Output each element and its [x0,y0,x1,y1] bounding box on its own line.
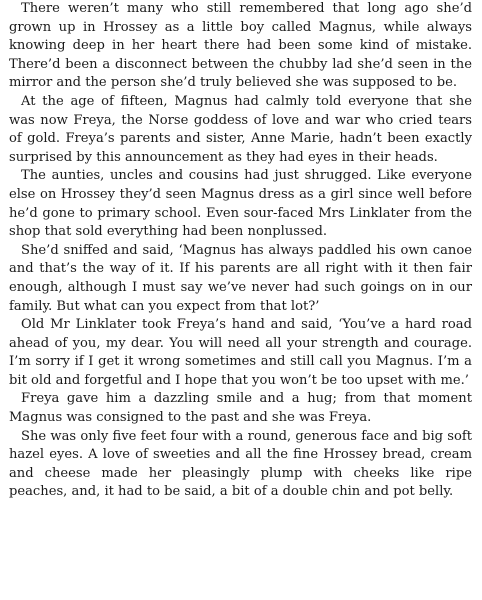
page-text [9,0,472,502]
paragraph: Old Mr Linklater took Freya’s hand and said, ‘You’ve a hard road ahead of you, my dear. You will need all your strength and courage. I’m sorry if I get it wrong sometimes and still call you Magnus. I’m a bit old and forgetful and I hope that you won’t be too upset with me.’ [9,317,472,388]
paragraph: There weren’t many who still remembered that long ago she’d grown up in Hrossey as a little boy called Magnus, while always knowing deep in her heart there had been some kind of mistake. There’d been a disconnect between the chubby lad she’d seen in the mirror and the person she’d truly believed she was supposed to be. [9,1,472,91]
paragraph: At the age of fifteen, Magnus had calmly told everyone that she was now Freya, the Norse goddess of love and war who cried tears of gold. Freya’s parents and sister, Anne Marie, hadn’t been exactly surprised by this announcement as they had eyes in their heads. [9,93,472,165]
paragraph: She’d sniffed and said, ‘Magnus has always paddled his own canoe and that’s the way of it. If his parents are all right with it then fair enough, although I must say we’ve never had such goings on in our family. But what can you expect from that lot?’ [9,242,472,314]
paragraph: Freya gave him a dazzling smile and a hug; from that moment Magnus was consigned to the past and she was Freya. [9,391,472,426]
paragraph: The aunties, uncles and cousins had just shrugged. Like everyone else on Hrossey they’d seen Magnus dress as a girl since well before he’d gone to primary school. Even sour-faced Mrs Linklater from the shop that sold everything had been nonplussed. [9,168,472,240]
paragraph: She was only five feet four with a round, generous face and big soft hazel eyes. A love of sweeties and all the fine Hrossey bread, cream and cheese made her pleasingly plump with cheeks like ripe peaches, and, it had to be said, a bit of a double chin and pot belly. [9,428,472,500]
